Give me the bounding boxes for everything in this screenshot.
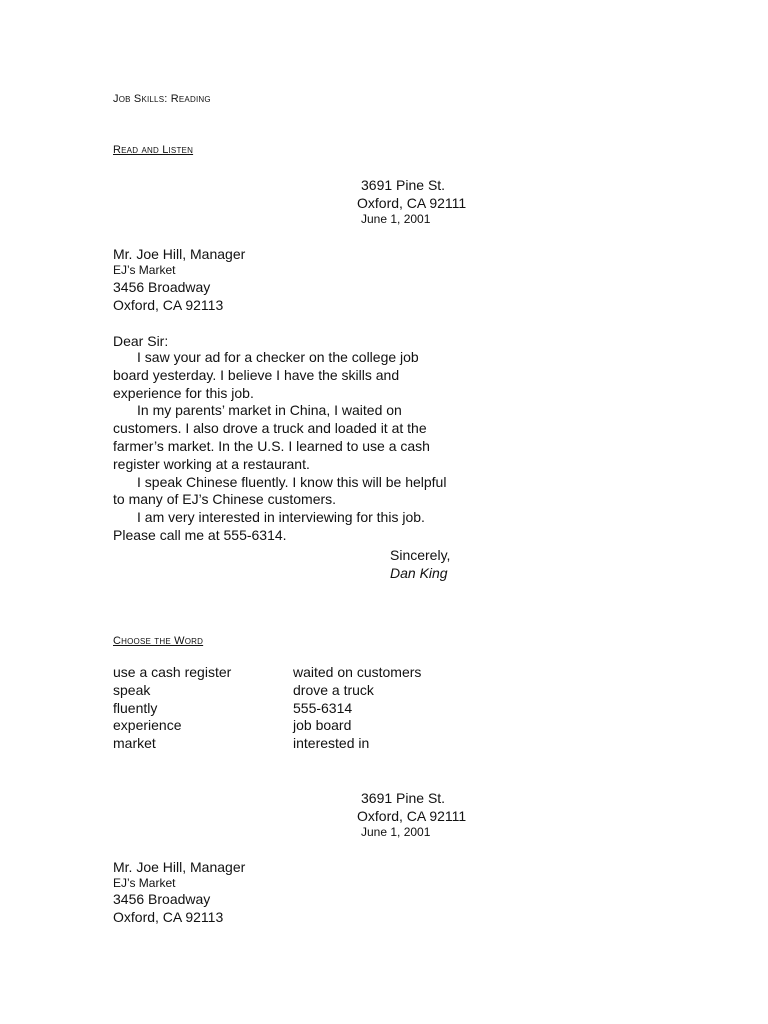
- word-item: job board: [293, 717, 352, 734]
- word-item: use a cash register: [113, 664, 232, 680]
- recipient-company-2: EJ’s Market: [113, 876, 176, 890]
- body-line: I saw your ad for a checker on the college job: [137, 349, 419, 365]
- signature: Dan King: [390, 565, 448, 581]
- word-item: drove a truck: [293, 681, 374, 698]
- body-line: I am very interested in interviewing for this job.: [137, 509, 425, 526]
- word-list-right: [293, 664, 421, 753]
- letter-body: [113, 349, 446, 545]
- word-item: 555-6314: [293, 699, 353, 716]
- word-item: experience: [113, 717, 182, 734]
- body-line: In my parents’ market in China, I waited on: [137, 402, 402, 419]
- sender-city: Oxford, CA 92111: [357, 195, 467, 211]
- word-item: market: [113, 735, 156, 752]
- recipient-name: Mr. Joe Hill, Manager: [113, 246, 246, 262]
- body-line: to many of EJ’s Chinese customers.: [113, 491, 337, 508]
- body-line: register working at a restaurant.: [113, 455, 310, 472]
- body-line: farmer’s market. In the U.S. I learned to use a cash: [113, 437, 430, 454]
- word-list-left: [113, 664, 231, 753]
- recipient-street-2: 3456 Broadway: [113, 891, 211, 907]
- sender-city-2: Oxford, CA 92111: [357, 808, 467, 824]
- recipient-city-2: Oxford, CA 92113: [113, 909, 224, 925]
- recipient-city: Oxford, CA 92113: [113, 297, 224, 313]
- sender-street-2: 3691 Pine St.: [361, 790, 446, 806]
- recipient-street: 3456 Broadway: [113, 279, 211, 295]
- letter-date-2: June 1, 2001: [361, 825, 431, 839]
- word-item: speak: [113, 681, 151, 698]
- section-heading-read-and-listen: Read and Listen: [113, 144, 194, 156]
- body-line: Please call me at 555-6314.: [113, 526, 287, 543]
- word-item: fluently: [113, 699, 158, 716]
- section-heading-choose-the-word: Choose the Word: [113, 635, 204, 647]
- body-line: experience for this job.: [113, 384, 254, 401]
- closing: Sincerely,: [390, 547, 451, 563]
- page-title: Job Skills: Reading: [113, 93, 211, 105]
- recipient-company: EJ’s Market: [113, 263, 176, 277]
- body-line: customers. I also drove a truck and loaded it at the: [113, 420, 427, 437]
- letter-date: June 1, 2001: [361, 212, 431, 226]
- recipient-name-2: Mr. Joe Hill, Manager: [113, 859, 246, 875]
- word-item: waited on customers: [293, 664, 422, 680]
- sender-street: 3691 Pine St.: [361, 177, 446, 193]
- body-line: board yesterday. I believe I have the skills and: [113, 366, 400, 383]
- body-line: I speak Chinese fluently. I know this will be helpful: [137, 473, 447, 490]
- word-item: interested in: [293, 735, 370, 752]
- salutation: Dear Sir:: [113, 333, 169, 349]
